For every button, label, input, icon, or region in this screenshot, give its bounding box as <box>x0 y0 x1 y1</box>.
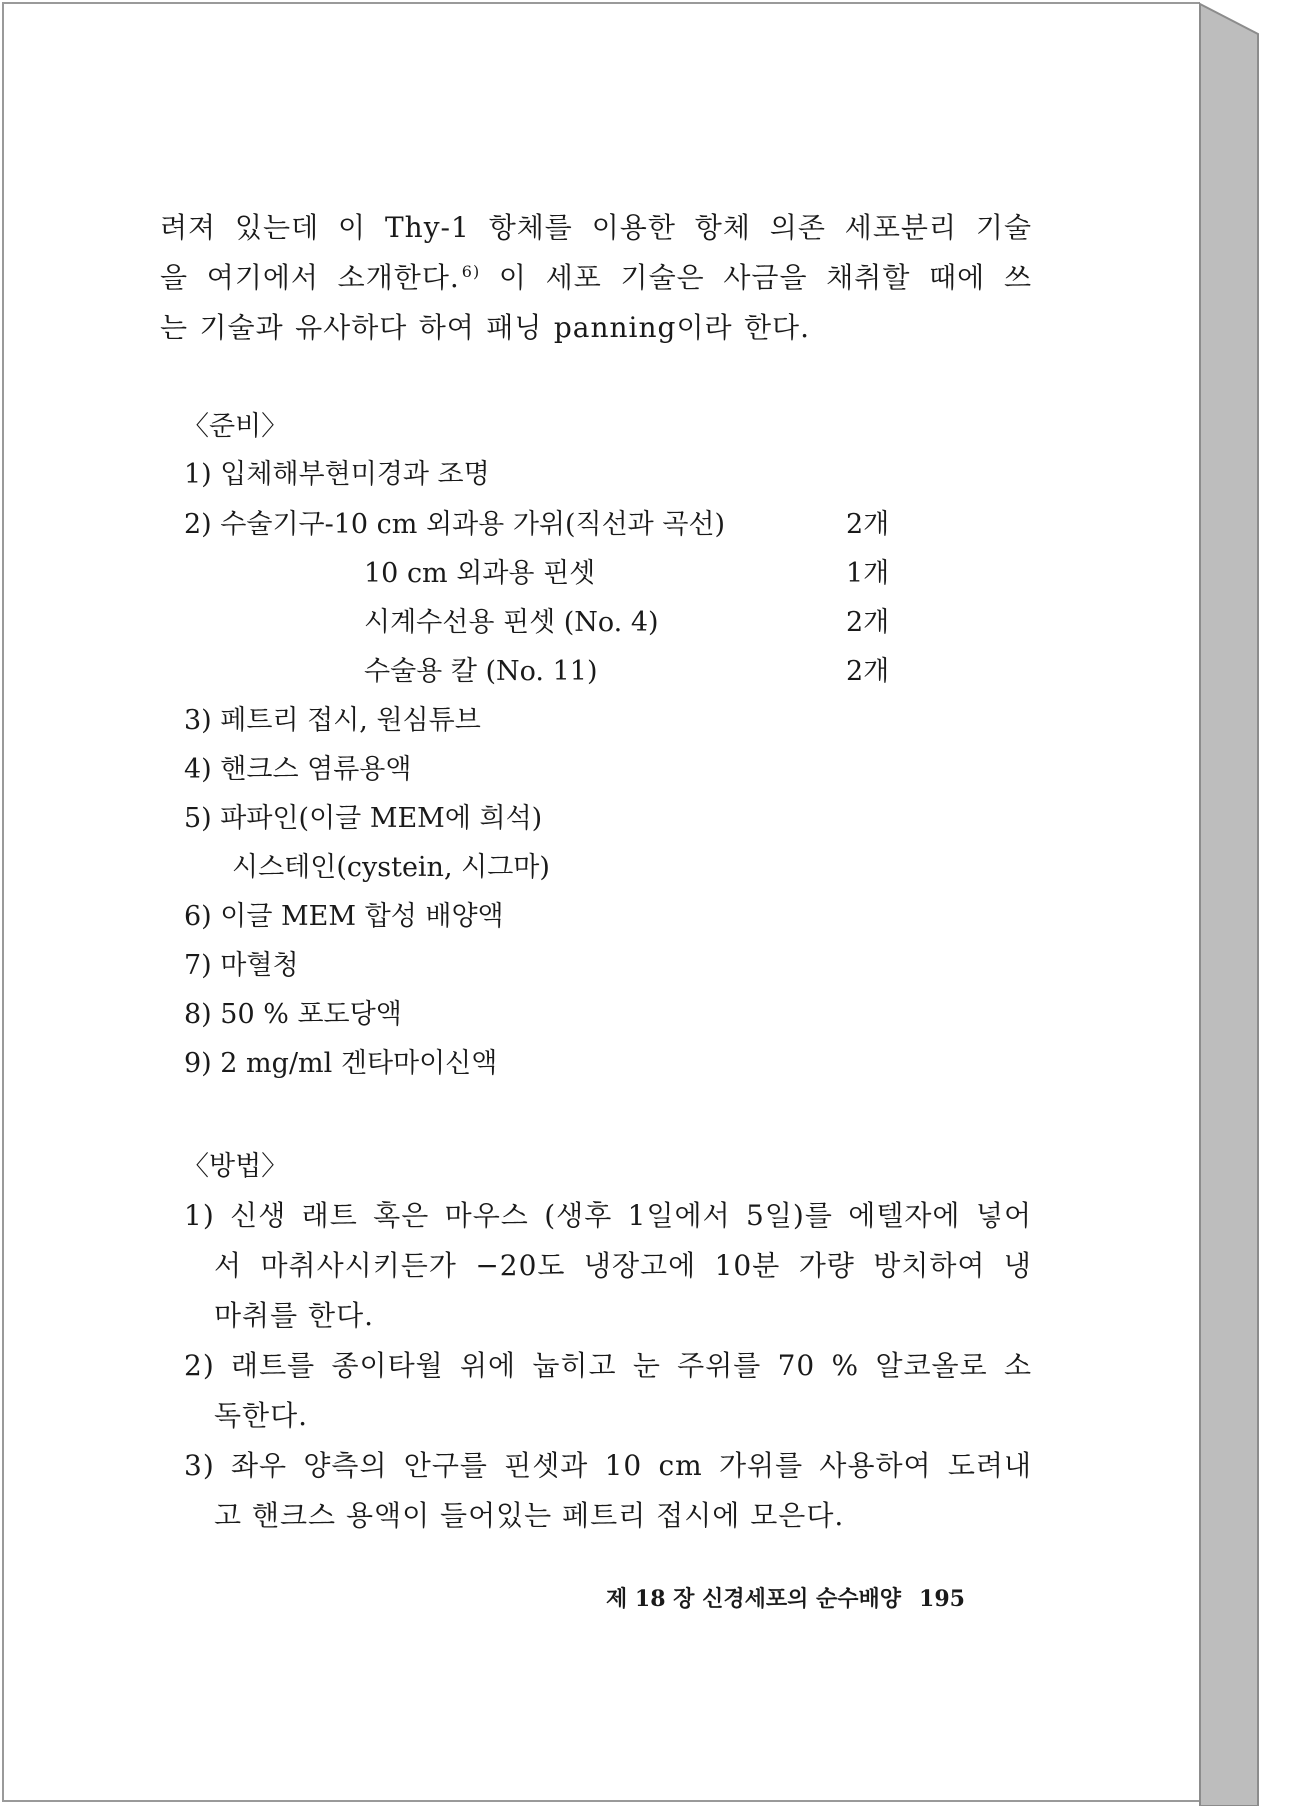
preparation-title: 〈준비〉 <box>182 411 289 442</box>
prep-item-8: 8) 50 % 포도당액 <box>184 999 402 1030</box>
prep-item-9: 9) 2 mg/ml 겐타마이신액 <box>184 1048 498 1079</box>
method-line-4: 2) 래트를 종이타월 위에 눕히고 눈 주위를 70 % 알코올로 소 <box>184 1349 1032 1382</box>
prep-item-1: 1) 입체해부현미경과 조명 <box>184 459 490 490</box>
prep-item-5: 5) 파파인(이글 MEM에 희석) <box>184 803 543 834</box>
prep-item-2-qty: 2개 <box>846 509 890 540</box>
prep-item-2-sub-1-qty: 1개 <box>846 558 890 589</box>
chapter-title: 제 18 장 신경세포의 순수배양 <box>606 1586 902 1612</box>
method-line-3: 마취를 한다. <box>214 1299 375 1332</box>
prep-item-2: 2) 수술기구-10 cm 외과용 가위(직선과 곡선) <box>184 509 726 540</box>
method-line-6: 3) 좌우 양측의 안구를 핀셋과 10 cm 가위를 사용하여 도려내 <box>184 1449 1032 1482</box>
prep-item-5-sub: 시스테인(cystein, 시그마) <box>232 852 550 883</box>
prep-item-4: 4) 핸크스 염류용액 <box>184 754 412 785</box>
intro-line-1: 려져 있는데 이 Thy-1 항체를 이용한 항체 의존 세포분리 기술 <box>160 211 1032 244</box>
intro-line-2-a: 을 여기에서 소개한다. <box>160 261 460 294</box>
intro-line-2 <box>160 256 1032 296</box>
prep-item-2-sub-2: 시계수선용 핀셋 (No. 4) <box>364 607 659 638</box>
prep-item-3: 3) 페트리 접시, 원심튜브 <box>184 705 481 736</box>
prep-item-2-sub-2-qty: 2개 <box>846 607 890 638</box>
prep-item-2-sub-3: 수술용 칼 (No. 11) <box>364 656 598 687</box>
method-line-5: 독한다. <box>214 1399 309 1432</box>
prep-item-2-sub-3-qty: 2개 <box>846 656 890 687</box>
page-footer <box>606 1582 965 1613</box>
method-line-2: 서 마취사시키든가 −20도 냉장고에 10분 가량 방치하여 냉 <box>214 1249 1032 1282</box>
method-title: 〈방법〉 <box>182 1151 289 1182</box>
prep-item-6: 6) 이글 MEM 합성 배양액 <box>184 901 504 932</box>
footnote-ref: 6) <box>461 261 481 281</box>
intro-line-3: 는 기술과 유사하다 하여 패닝 panning이라 한다. <box>160 311 810 344</box>
method-line-7: 고 핸크스 용액이 들어있는 페트리 접시에 모은다. <box>214 1499 845 1532</box>
intro-line-2-b: 이 세포 기술은 사금을 채취할 때에 쓰 <box>480 261 1032 294</box>
method-line-1: 1) 신생 래트 혹은 마우스 (생후 1일에서 5일)를 에텔자에 넣어 <box>184 1199 1032 1232</box>
page-number: 195 <box>919 1586 965 1612</box>
prep-item-7: 7) 마혈청 <box>184 950 299 981</box>
prep-item-2-sub-1: 10 cm 외과용 핀셋 <box>364 558 596 589</box>
